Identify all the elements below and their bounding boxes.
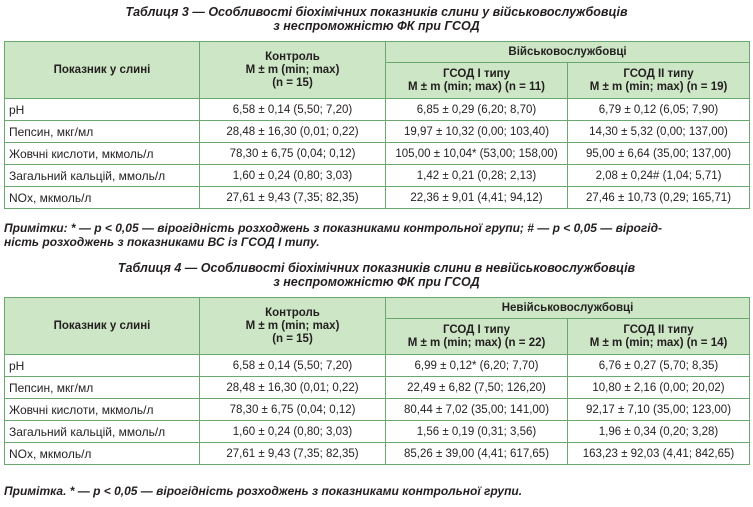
table-row bbox=[5, 143, 750, 165]
table3-g2-stat: M ± m (min; max) (n = 19) bbox=[589, 80, 728, 93]
g1-value: 1,42 ± 0,21 (0,28; 2,13) bbox=[386, 165, 568, 187]
table3-header-indicator: Показник у слині bbox=[5, 42, 200, 99]
row-label: Жовчні кислоти, мкмоль/л bbox=[5, 399, 200, 421]
table3-caption-line2: з неспроможністю ФК при ГСОД bbox=[273, 19, 480, 33]
g2-value: 10,80 ± 2,16 (0,00; 20,02) bbox=[568, 377, 750, 399]
table4-control-title: Контроль bbox=[265, 306, 320, 319]
table-row bbox=[5, 443, 750, 465]
control-value: 27,61 ± 9,43 (7,35; 82,35) bbox=[200, 443, 386, 465]
table3-note bbox=[4, 221, 749, 249]
table3-g1-stat: M ± m (min; max) (n = 11) bbox=[408, 80, 545, 93]
table-row bbox=[5, 377, 750, 399]
row-label: NOx, мкмоль/л bbox=[5, 187, 200, 209]
table-row bbox=[5, 399, 750, 421]
table3-note-line1: Примітки: * — p < 0,05 — вірогідність розходжень з показниками контрольної групи; # — p < 0,05 — вірогід- bbox=[4, 221, 663, 235]
table-row bbox=[5, 187, 750, 209]
control-value: 1,60 ± 0,24 (0,80; 3,03) bbox=[200, 165, 386, 187]
table4-caption-line1: Таблиця 4 — Особливості біохімічних показників слини в невійськовослужбовців bbox=[117, 261, 636, 275]
table3-header-g2 bbox=[568, 63, 750, 99]
table3-caption bbox=[0, 5, 753, 33]
g1-value: 6,85 ± 0,29 (6,20; 8,70) bbox=[386, 99, 568, 121]
table4-caption bbox=[0, 261, 753, 289]
table4-g2-stat: M ± m (min; max) (n = 14) bbox=[589, 336, 728, 349]
g2-value: 1,96 ± 0,34 (0,20; 3,28) bbox=[568, 421, 750, 443]
g2-value: 14,30 ± 5,32 (0,00; 137,00) bbox=[568, 121, 750, 143]
table4 bbox=[4, 297, 750, 465]
g1-value: 85,26 ± 39,00 (4,41; 617,65) bbox=[386, 443, 568, 465]
table3-caption-line1: Таблиця 3 — Особливості біохімічних показників слини у військовослужбовців bbox=[125, 5, 628, 19]
table3-g1-title: ГСОД I типу bbox=[442, 67, 510, 80]
table4-header-g1 bbox=[386, 319, 568, 355]
control-value: 6,58 ± 0,14 (5,50; 7,20) bbox=[200, 99, 386, 121]
table4-g2-title: ГСОД II типу bbox=[623, 323, 694, 336]
table3-header-control bbox=[200, 42, 386, 99]
table3-g2-title: ГСОД II типу bbox=[623, 67, 694, 80]
control-value: 6,58 ± 0,14 (5,50; 7,20) bbox=[200, 355, 386, 377]
table4-control-stat: M ± m (min; max) bbox=[245, 319, 340, 332]
g1-value: 22,36 ± 9,01 (4,41; 94,12) bbox=[386, 187, 568, 209]
g1-value: 22,49 ± 6,82 (7,50; 126,20) bbox=[386, 377, 568, 399]
control-value: 78,30 ± 6,75 (0,04; 0,12) bbox=[200, 399, 386, 421]
g2-value: 92,17 ± 7,10 (35,00; 123,00) bbox=[568, 399, 750, 421]
table3-control-title: Контроль bbox=[265, 50, 320, 63]
table4-header-g2 bbox=[568, 319, 750, 355]
g1-value: 19,97 ± 10,32 (0,00; 103,40) bbox=[386, 121, 568, 143]
g1-value: 1,56 ± 0,19 (0,31; 3,56) bbox=[386, 421, 568, 443]
g1-value: 80,44 ± 7,02 (35,00; 141,00) bbox=[386, 399, 568, 421]
g2-value: 6,79 ± 0,12 (6,05; 7,90) bbox=[568, 99, 750, 121]
g2-value: 6,76 ± 0,27 (5,70; 8,35) bbox=[568, 355, 750, 377]
control-value: 1,60 ± 0,24 (0,80; 3,03) bbox=[200, 421, 386, 443]
table4-g1-stat: M ± m (min; max) (n = 22) bbox=[407, 336, 546, 349]
g1-value: 6,99 ± 0,12* (6,20; 7,70) bbox=[386, 355, 568, 377]
table4-control-n: (n = 15) bbox=[272, 332, 313, 345]
row-label: Жовчні кислоти, мкмоль/л bbox=[5, 143, 200, 165]
row-label: NOx, мкмоль/л bbox=[5, 443, 200, 465]
table4-g1-title: ГСОД I типу bbox=[442, 323, 510, 336]
control-value: 27,61 ± 9,43 (7,35; 82,35) bbox=[200, 187, 386, 209]
table3-note-line2: ність розходжень з показниками ВС із ГСОД I типу. bbox=[4, 235, 320, 249]
control-value: 28,48 ± 16,30 (0,01; 0,22) bbox=[200, 121, 386, 143]
table-row bbox=[5, 121, 750, 143]
g2-value: 2,08 ± 0,24# (1,04; 5,71) bbox=[568, 165, 750, 187]
g2-value: 27,46 ± 10,73 (0,29; 165,71) bbox=[568, 187, 750, 209]
control-value: 78,30 ± 6,75 (0,04; 0,12) bbox=[200, 143, 386, 165]
g2-value: 163,23 ± 92,03 (4,41; 842,65) bbox=[568, 443, 750, 465]
table4-note: Примітка. * — p < 0,05 — вірогідність розходжень з показниками контрольної групи. bbox=[4, 484, 523, 498]
table-row bbox=[5, 421, 750, 443]
table4-header-group: Невійськовослужбовці bbox=[386, 298, 750, 319]
table3-control-stat: M ± m (min; max) bbox=[245, 63, 340, 76]
table4-header-indicator: Показник у слині bbox=[5, 298, 200, 355]
table4-caption-line2: з неспроможністю ФК при ГСОД bbox=[273, 275, 480, 289]
g1-value: 105,00 ± 10,04* (53,00; 158,00) bbox=[386, 143, 568, 165]
row-label: Загальний кальцій, ммоль/л bbox=[5, 165, 200, 187]
row-label: pH bbox=[5, 99, 200, 121]
row-label: pH bbox=[5, 355, 200, 377]
table-row bbox=[5, 99, 750, 121]
table3-header-group: Військовослужбовці bbox=[386, 42, 750, 63]
row-label: Пепсин, мкг/мл bbox=[5, 121, 200, 143]
control-value: 28,48 ± 16,30 (0,01; 0,22) bbox=[200, 377, 386, 399]
row-label: Пепсин, мкг/мл bbox=[5, 377, 200, 399]
table3-header-g1 bbox=[386, 63, 568, 99]
table-row bbox=[5, 165, 750, 187]
table3 bbox=[4, 41, 750, 209]
g2-value: 95,00 ± 6,64 (35,00; 137,00) bbox=[568, 143, 750, 165]
row-label: Загальний кальцій, ммоль/л bbox=[5, 421, 200, 443]
table3-control-n: (n = 15) bbox=[272, 76, 313, 89]
table4-header-control bbox=[200, 298, 386, 355]
table-row bbox=[5, 355, 750, 377]
